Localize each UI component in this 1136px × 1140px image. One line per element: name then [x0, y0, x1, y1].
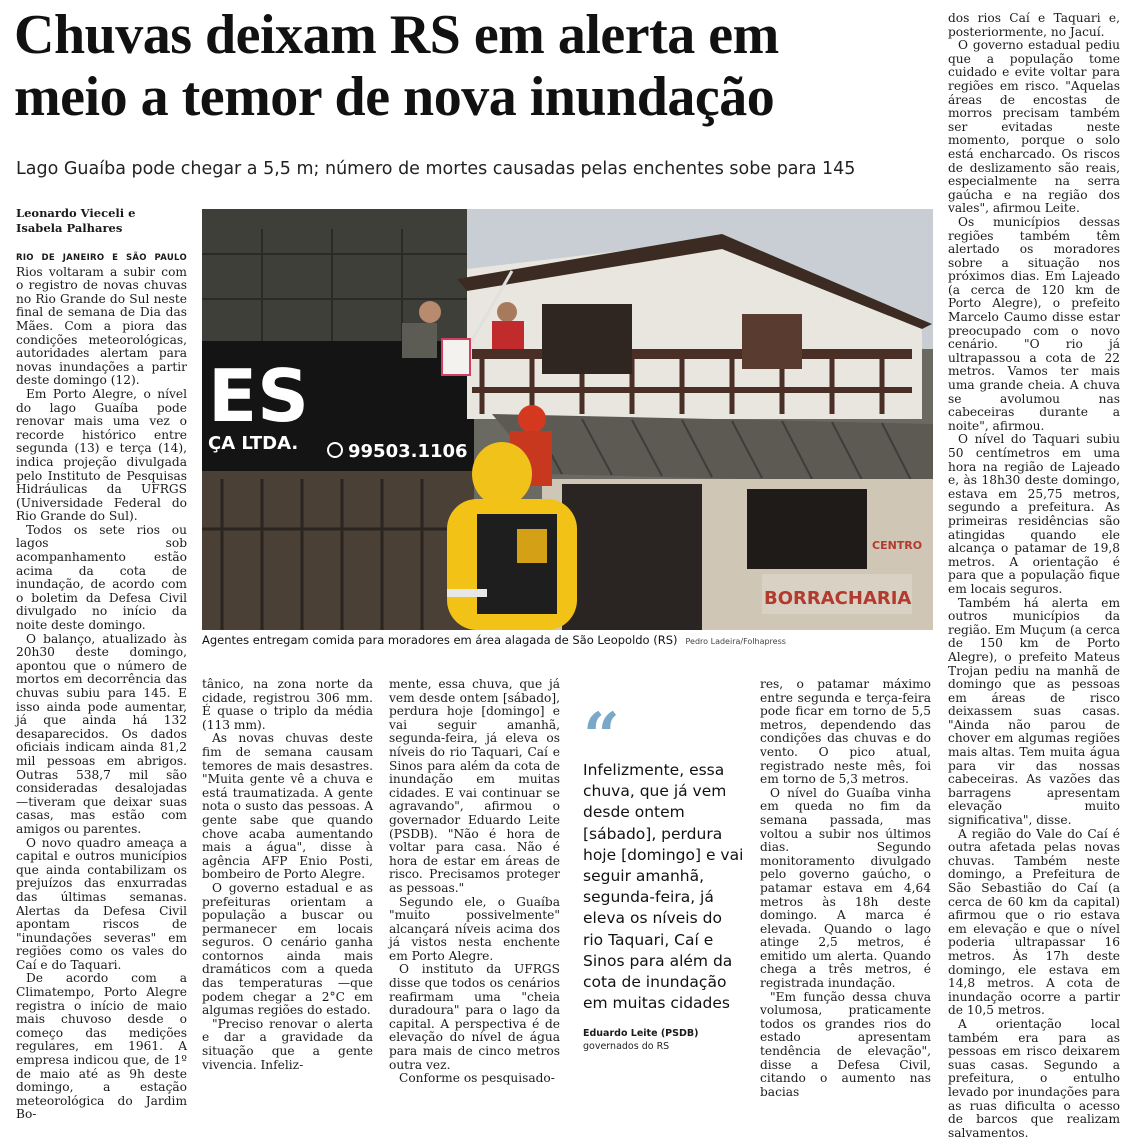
quote-mark-icon: “ — [583, 699, 620, 774]
byline-author-2: Isabela Palhares — [16, 221, 123, 235]
paragraph: "Preciso renovar o alerta e dar a gravidade da situação que a gente vivencia. Infeliz- — [202, 1016, 373, 1072]
pull-quote — [583, 699, 745, 1053]
headline-line-2: meio a temor de nova inundação — [14, 66, 775, 128]
paragraph: tânico, na zona norte da cidade, registrou 306 mm. É quase o triplo da média (113 mm). — [202, 677, 373, 732]
paragraph: O instituto da UFRGS disse que todos os cenários reafirmam uma "cheia duradoura" para o lago da capital. A perspectiva é de elevação do nível de água para mais de cinco metros outra vez. — [389, 962, 560, 1072]
paragraph: "Em função dessa chuva volumosa, praticamente todos os grandes rios do estado apresentam tendência de elevação", disse a Defesa Civil, citando o aumento nas bacias — [760, 989, 931, 1099]
flood-rescue-illustration — [202, 209, 933, 630]
quote-role: governados do RS — [583, 1041, 670, 1053]
byline-author-1: Leonardo Vieceli e — [16, 206, 136, 220]
paragraph: A região do Vale do Caí é outra afetada pelas novas chuvas. Também neste domingo, a Prefeitura de São Sebastião do Caí (a cerca de 60 km da capital) afirmou que o rio estava em elevação e que o nível poderia ultrapassar 16 metros. Às 17h deste domingo, ele estava em 14,8 metros. A cota de inundação ocorre a partir de 10,5 metros. — [948, 826, 1120, 1018]
photo-caption — [202, 633, 942, 649]
paragraph: As novas chuvas deste fim de semana causam temores de mais desastres. "Muita gente vê a chuva e está traumatizada. A gente nota o susto das pessoas. A gente sabe que quando chove acaba aumentando mais a água", disse à agência AFP Enio Posti, bombeiro de Porto Alegre. — [202, 731, 373, 882]
article-column-1 — [16, 250, 187, 1122]
article-column-3 — [389, 677, 560, 1086]
headline — [14, 4, 944, 128]
subheadline: Lago Guaíba pode chegar a 5,5 m; número de mortes causadas pelas enchentes sobe para 145 — [16, 159, 856, 179]
headline-line-1: Chuvas deixam RS em alerta em — [14, 4, 779, 66]
paragraph: O novo quadro ameaça a capital e outros municípios que ainda contabilizam os prejuízos das enxurradas das últimas semanas. Alertas da Defesa Civil apontam riscos de "inundações severas" em regiões como os vales do Caí e do Taquari. — [16, 835, 187, 972]
photo-credit: Pedro Ladeira/Folhapress — [685, 637, 786, 646]
paragraph: O nível do Taquari subiu 50 centímetros em uma hora na região de Lajeado e, às 18h30 deste domingo, estava em 25,75 metros, segundo a prefeitura. As primeiras residências são atingidas quando ele alcança o patamar de 19,8 metros. A orientação é para que a população fique em locais seguros. — [948, 432, 1120, 596]
paragraph: De acordo com a Climatempo, Porto Alegre registra o início de maio mais chuvoso desde o começo das medições regulares, em 1961. A empresa indicou que, de 1º de maio até as 9h deste domingo, a estação meteorológica do Jardim Bo- — [16, 971, 187, 1122]
paragraph: res, o patamar máximo entre segunda e terça-feira pode ficar em torno de 5,5 metros, dependendo das condições das chuvas e do vento. O pico atual, registrado neste mês, foi em torno de 5,3 metros. — [760, 677, 931, 787]
paragraph: A orientação local também era para as pessoas em risco deixarem suas casas. Segundo a prefeitura, o entulho levado por inundações para as ruas dificulta o acesso de barcos que realizam salvamentos. — [948, 1016, 1120, 1140]
sign-text-sub: ÇA LTDA. — [208, 433, 299, 454]
paragraph: Segundo ele, o Guaíba "muito possivelmente" alcançará níveis acima dos já vistos nesta enchente em Porto Alegre. — [389, 894, 560, 963]
news-photo — [202, 209, 933, 630]
paragraph: mente, essa chuva, que já vem desde ontem [sábado], perdura hoje [domingo] e vai seguir amanhã, segunda-feira, já eleva os níveis do rio Taquari, Caí e Sinos para além da cota de inundação em muitas cidades. E vai continuar se agravando", afirmou o governador Eduardo Leite (PSDB). "Não é hora de voltar para casa. Não é hora de estar em áreas de risco. Precisamos proteger as pessoas." — [389, 677, 560, 895]
paragraph: O balanço, atualizado às 20h30 deste domingo, apontou que o número de mortos em decorrência das chuvas subiu para 145. E isso ainda pode aumentar, já que ainda há 132 desaparecidos. Os dados oficiais indicam ainda 81,2 mil pessoas em abrigos. Outras 538,7 mil são consideradas desalojadas —tiveram que deixar suas casas, mas estão com amigos ou parentes. — [16, 631, 187, 836]
sign-borracharia: BORRACHARIA — [764, 588, 912, 609]
article-column-2 — [202, 677, 373, 1072]
paragraph: O nível do Guaíba vinha em queda no fim da semana passada, mas voltou a subir nos últimos dias. Segundo monitoramento divulgado pelo governo gaúcho, o patamar estava em 4,64 metros às 18h deste domingo. A marca é elevada. Quando o lago atinge 2,5 metros, é emitido um alerta. Quando chega a três metros, é registrada inundação. — [760, 785, 931, 991]
sign-text-large: ES — [208, 354, 310, 438]
paragraph: O governo estadual e as prefeituras orientam a população a buscar ou permanecer em locais seguros. O cenário ganha contornos ainda mais dramáticos com a queda das temperaturas —que podem chegar a 2°C em algumas regiões do estado. — [202, 880, 373, 1018]
paragraph: Conforme os pesquisado- — [399, 1071, 555, 1086]
lead-paragraph — [16, 250, 187, 388]
paragraph: dos rios Caí e Taquari e, posteriormente, no Jacuí. — [948, 11, 1120, 39]
paragraph: Também há alerta em outros municípios da região. Em Muçum (a cerca de 150 km de Porto Alegre), o prefeito Mateus Trojan pediu na manhã de domingo que as pessoas em áreas de risco deixassem suas casas. "Ainda não parou de chover em algumas regiões mais altas. Tem muita água para vir das nossas cabeceiras. As vazões das barragens apresentam elevação muito significativa", disse. — [948, 595, 1120, 828]
dateline: RIO DE JANEIRO E SÃO PAULO — [16, 253, 187, 263]
sign-centro: CENTRO — [872, 539, 923, 552]
article-column-4 — [760, 677, 931, 1099]
paragraph: Os municípios dessas regiões também têm alertado os moradores sobre a situação nos próximos dias. Em Lajeado (a cerca de 120 km de Porto Alegre), o prefeito Marcelo Caumo disse estar preocupado com o novo cenário. "O rio já ultrapassou a cota de 22 metros. Vamos ter mais uma grande cheia. A chuva se avolumou nas cabeceiras durante a noite", afirmou. — [948, 214, 1120, 433]
paragraph: Todos os sete rios ou lagos sob acompanhamento estão acima da cota de inundação, de acordo com o boletim da Defesa Civil divulgado no início da noite deste domingo. — [16, 522, 187, 633]
paragraph: O governo estadual pediu que a população tome cuidado e evite voltar para regiões em risco. "Aquelas áreas de encostas de morros precisam também ser evitadas neste momento, porque o solo está encharcado. Os riscos de deslizamento são reais, especialmente na serra gaúcha e na região dos vales", afirmou Leite. — [948, 38, 1120, 216]
paragraph: Em Porto Alegre, o nível do lago Guaíba pode renovar mais uma vez o recorde histórico entre segunda (13) e terça (14), indica projeção divulgada pelo Instituto de Pesquisas Hidráulicas da UFRGS (Universidade Federal do Rio Grande do Sul). — [16, 386, 187, 524]
caption-text: Agentes entregam comida para moradores em área alagada de São Leopoldo (RS) — [202, 633, 678, 647]
byline — [16, 206, 196, 236]
article-column-5 — [948, 11, 1120, 1140]
lead-text: Rios voltaram a subir com o registro de novas chuvas no Rio Grande do Sul neste final de semana de Dia das Mães. Com a piora das condições meteorológicas, autoridades alertam para novas inundações a partir deste domingo (12). — [16, 264, 187, 388]
quote-author: Eduardo Leite (PSDB) — [583, 1028, 699, 1040]
quote-text: Infelizmente, essa chuva, que já vem desde ontem [sábado], perdura hoje [domingo] e vai seguir amanhã, segunda-feira, já eleva os níveis do rio Taquari, Caí e Sinos para além da cota de inundação em muitas cidades — [583, 761, 744, 1013]
sign-phone: 99503.1106 — [348, 441, 468, 462]
